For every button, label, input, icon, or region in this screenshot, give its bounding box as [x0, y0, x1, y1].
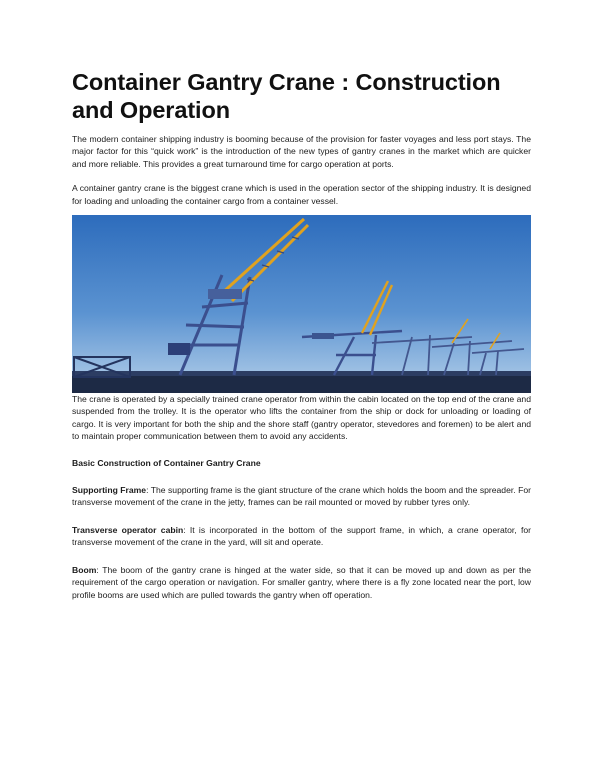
operator-cabin-text: : It is incorporated in the bottom of the support frame, in which, a crane operator, for transverse movement of the crane in the yard, will sit and operate.	[72, 524, 531, 548]
gantry-crane-photo	[72, 215, 531, 393]
boom-paragraph	[72, 564, 531, 601]
article	[72, 68, 531, 601]
intro-paragraph: The modern container shipping industry is booming because of the provision for faster voyages and less port stays. The major factor for this “quick work” is the introduction of the new types of gantry cranes in the market which are quicker and more reliable. This provides a great turnaround time for cargo operation at ports.	[72, 134, 531, 169]
supporting-frame-term: Supporting Frame	[72, 485, 147, 496]
boom-text: : The boom of the gantry crane is hinged at the water side, so that it can be moved up and down as per the requirement of the cargo operation or navigation. For smaller gantry, where there is a fly zone located near the port, low profile booms are used which are pulled towards the gantry when off operation.	[72, 564, 531, 600]
supporting-frame-paragraph	[72, 484, 531, 509]
page-title: Container Gantry Crane : Construction and Operation	[72, 69, 501, 123]
supporting-frame-text: : The supporting frame is the giant structure of the crane which holds the boom and the spreader. For transverse movement of the crane in the jetty, frames can be rail mounted or moved by rubber tyres only.	[72, 485, 531, 508]
operator-cabin-paragraph	[72, 524, 531, 549]
section-subheading: Basic Construction of Container Gantry Crane	[72, 457, 261, 468]
operator-cabin-term: Transverse operator cabin	[72, 524, 184, 535]
boom-term: Boom	[72, 564, 97, 575]
definition-paragraph: A container gantry crane is the biggest crane which is used in the operation sector of the shipping industry. It is designed for loading and unloading the container cargo from a container vessel.	[72, 183, 531, 206]
operation-paragraph: The crane is operated by a specially trained crane operator from within the cabin located on the top end of the crane and suspended from the trolley. It is the operator who lifts the container from the ship or dock for unloading or loading of cargo. It is very important for both the ship and the shore staff (gantry operator, stevedores and foremen) to be alert and to maintain proper communication between them to avoid any accidents.	[72, 394, 531, 442]
